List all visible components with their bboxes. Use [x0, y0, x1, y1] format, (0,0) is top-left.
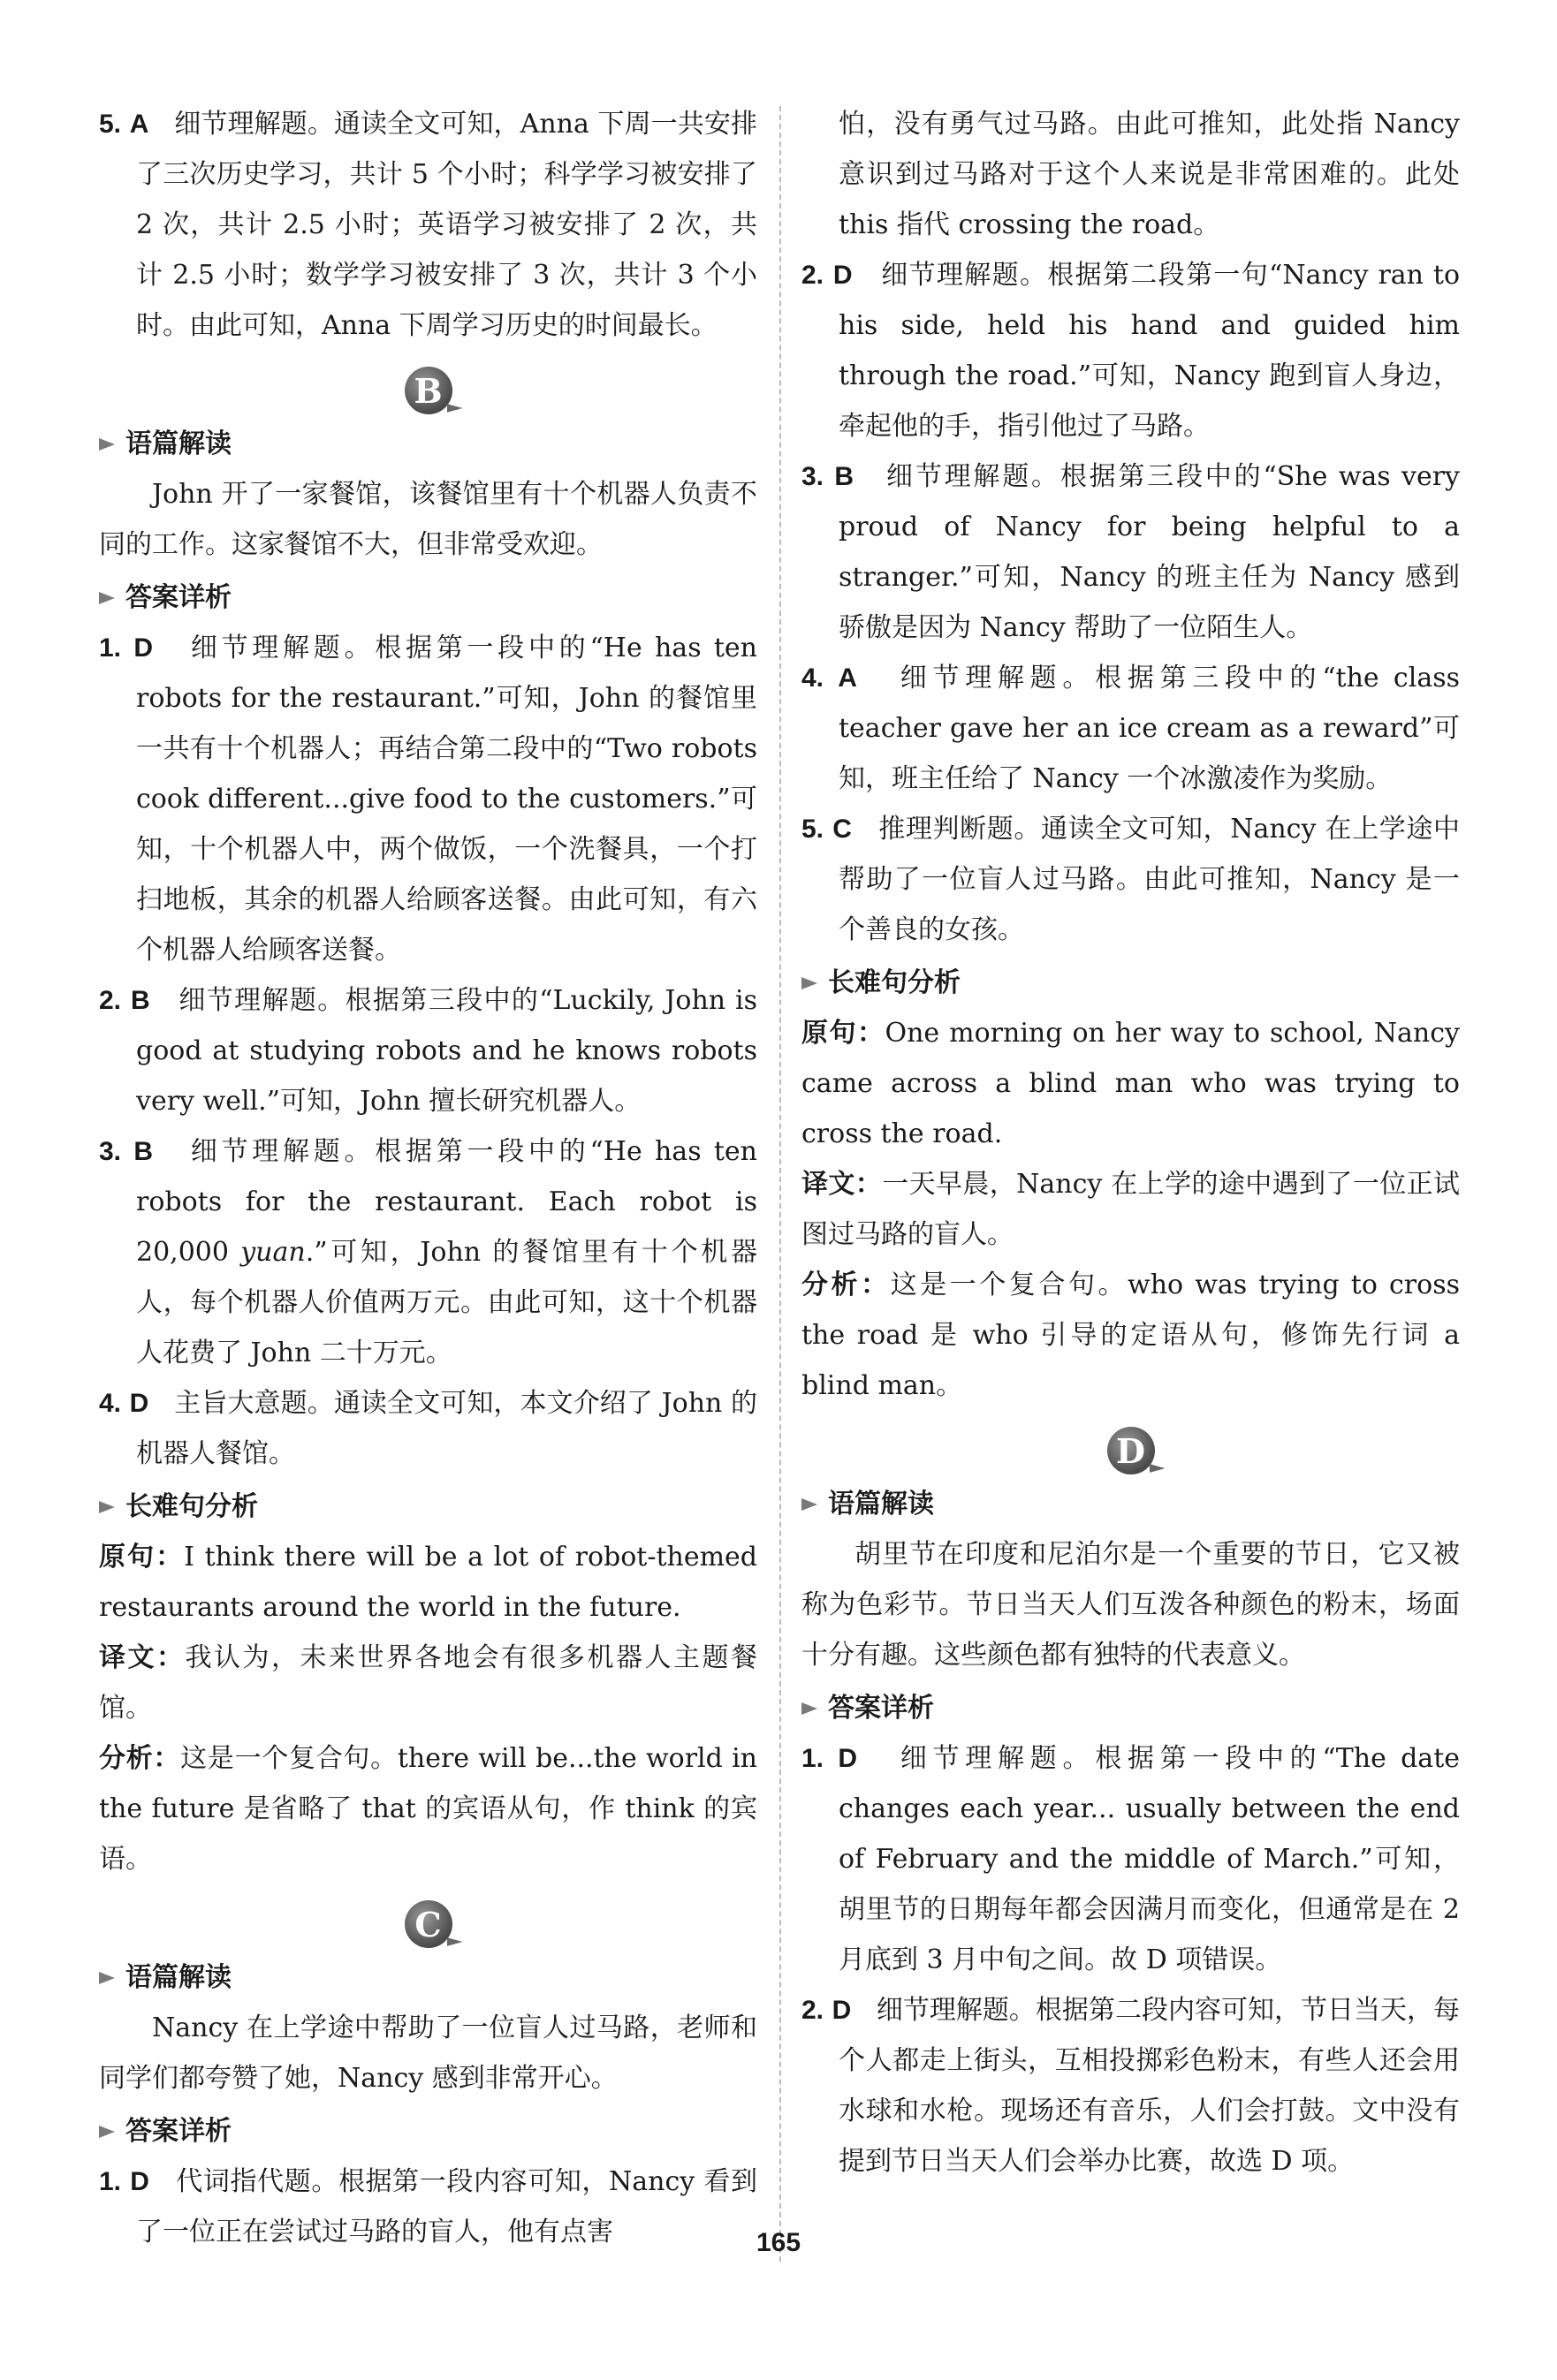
arrow-icon [801, 1702, 817, 1715]
c-long-sentence-heading: 长难句分析 [801, 959, 1460, 1008]
d-reading-text: 胡里节在印度和尼泊尔是一个重要的节日，它又被称为色彩节。节日当天人们互泼各种颜色的粉末，场面十分有趣。这些颜色都有独特的代表意义。 [801, 1539, 1460, 1671]
arrow-icon [99, 2126, 115, 2138]
answer-d2: 2. D 细节理解题。根据第二段内容可知，节日当天，每个人都走上街头，互相投掷彩色粉末，有些人还会用水球和水枪。现场还有音乐，人们会打鼓。文中没有提到节日当天人们会举办比赛，故选 D 项。 [801, 1995, 1461, 2177]
b-reading-heading: 语篇解读 [99, 420, 757, 469]
answer-a5: 5. A 细节理解题。通读全文可知，Anna 下周一共安排了三次历史学习，共计 5 个小时；科学学习被安排了 2 次，共计 2.5 小时；英语学习被安排了 2 次，共计 2.5 小时；数学学习被安排了 3 次，共计 3 个小时。由此可知，Anna 下周学习历史的时间最长。 [99, 109, 758, 341]
answer-c1: 1. D 代词指代题。根据第一段内容可知，Nancy 看到了一位正在尝试过马路的盲人，他有点害 [99, 2166, 757, 2247]
b-long-sentence-heading: 长难句分析 [99, 1482, 757, 1532]
d-reading-heading: 语篇解读 [801, 1480, 1460, 1529]
column-divider [779, 106, 781, 2262]
b-original-sentence: 原句：I think there will be a lot of robot-themed restaurants around the world in the future. [99, 1542, 758, 1623]
answer-b1: 1. D 细节理解题。根据第一段中的“He has ten robots for the restaurant.”可知，John 的餐馆里一共有十个机器人；再结合第二段中的“Two robots cook different...give food to the customers.”可知，十个机器人中，两个做饭，一个洗餐具，一个打扫地板，其余的机器人给顾客送餐。由此可知，有六个机器人给顾客送餐。 [99, 633, 758, 966]
c-answers-heading: 答案详析 [99, 2107, 757, 2156]
arrow-icon [801, 977, 817, 989]
d-answers-heading: 答案详析 [801, 1684, 1460, 1733]
right-column [801, 99, 1460, 2187]
answer-b3: 3. B 细节理解题。根据第一段中的“He has ten robots for the restaurant. Each robot is 20,000 yuan.”可知，John 的餐馆里有十个机器人，每个机器人价值两万元。由此可知，这十个机器人花费了 John 二十万元。 [99, 1136, 758, 1368]
b-answers-heading: 答案详析 [99, 573, 757, 623]
c-reading-heading: 语篇解读 [99, 1953, 757, 2003]
badge-c-icon: C [405, 1900, 452, 1948]
arrow-icon [99, 438, 115, 451]
c-translation: 译文：一天早晨，Nancy 在上学的途中遇到了一位正试图过马路的盲人。 [801, 1169, 1461, 1250]
arrow-icon [99, 592, 115, 604]
section-badge-b [99, 367, 757, 414]
arrow-icon [99, 1501, 115, 1513]
answer-b4: 4. D 主旨大意题。通读全文可知，本文介绍了 John 的机器人餐馆。 [99, 1388, 757, 1469]
c-analysis: 分析：这是一个复合句。who was trying to cross the road 是 who 引导的定语从句，修饰先行词 a blind man。 [801, 1270, 1460, 1401]
answer-d1: 1. D 细节理解题。根据第一段中的“The date changes each year... usually between the end of February and the middle of March.”可知，胡里节的日期每年都会因满月而变化，但通常是在 2 月底到 3 月中旬之间。故 D 项错误。 [801, 1743, 1460, 1975]
arrow-icon [99, 1972, 115, 1984]
answer-c1-continued: 怕，没有勇气过马路。由此可推知，此处指 Nancy 意识到过马路对于这个人来说是非常困难的。此处 this 指代 crossing the road。 [839, 109, 1460, 240]
badge-b-icon: B [405, 367, 452, 414]
page-number: 165 [756, 2228, 801, 2257]
c-original-sentence: 原句：One morning on her way to school, Nancy came across a blind man who was trying to cross the road. [801, 1018, 1461, 1149]
c-reading-text: Nancy 在上学途中帮助了一位盲人过马路，老师和同学们都夸赞了她，Nancy 感到非常开心。 [99, 2012, 757, 2094]
badge-d-icon: D [1107, 1427, 1155, 1474]
answer-c2: 2. D 细节理解题。根据第二段第一句“Nancy ran to his side, held his hand and guided him through the road.”可知，Nancy 跑到盲人身边，牵起他的手，指引他过了马路。 [801, 260, 1461, 442]
answer-b2: 2. B 细节理解题。根据第三段中的“Luckily, John is good at studying robots and he knows robots very well.”可知，John 擅长研究机器人。 [99, 985, 758, 1117]
answer-c4: 4. A 细节理解题。根据第三段中的“the class teacher gave her an ice cream as a reward”可知，班主任给了 Nancy 一个冰激凌作为奖励。 [801, 663, 1461, 794]
answer-c3: 3. B 细节理解题。根据第三段中的“She was very proud of Nancy for being helpful to a stranger.”可知，Nancy 的班主任为 Nancy 感到骄傲是因为 Nancy 帮助了一位陌生人。 [801, 461, 1460, 643]
section-badge-c [99, 1900, 757, 1948]
b-analysis: 分析：这是一个复合句。there will be...the world in the future 是省略了 that 的宾语从句，作 think 的宾语。 [99, 1743, 758, 1875]
answer-c5: 5. C 推理判断题。通读全文可知，Nancy 在上学途中帮助了一位盲人过马路。由此可推知，Nancy 是一个善良的女孩。 [801, 814, 1460, 945]
b-reading-text: John 开了一家餐馆，该餐馆里有十个机器人负责不同的工作。这家餐馆不大，但非常受欢迎。 [99, 479, 757, 560]
left-column [99, 99, 757, 2257]
section-badge-d [801, 1427, 1460, 1474]
arrow-icon [801, 1498, 817, 1511]
b-translation: 译文：我认为，未来世界各地会有很多机器人主题餐馆。 [99, 1642, 757, 1724]
